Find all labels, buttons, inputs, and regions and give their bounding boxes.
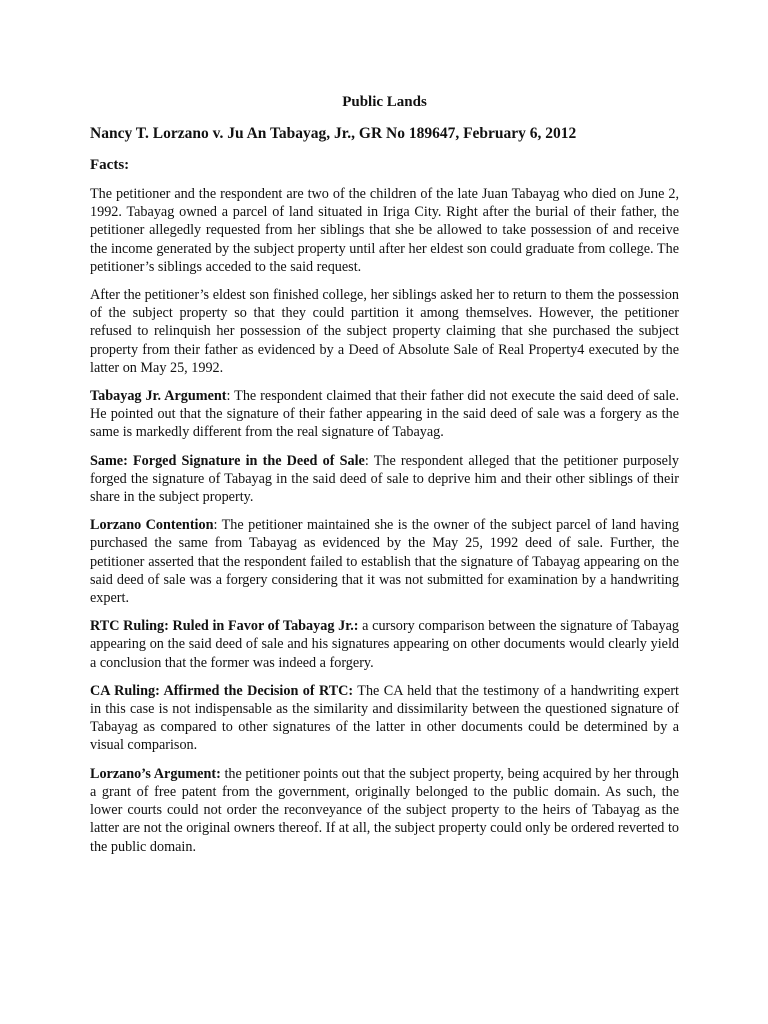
paragraph-lead: Same: Forged Signature in the Deed of Sale (90, 452, 365, 469)
paragraph-text: : The petitioner maintained she is the owner of the subject parcel of land having purchased the same from Tabayag as evidenced by the May 25, 1992 deed of sale. Further, the petitioner asserted that the respondent failed to establish that the signature of Tabayag appearing on the said deed of sale was a forgery considering that it was not submitted for examination by a handwriting expert. (90, 517, 679, 607)
tabayag-argument-paragraph (90, 387, 679, 442)
paragraph-lead: RTC Ruling: Ruled in Favor of Tabayag Jr.: (90, 618, 359, 635)
facts-paragraph-2 (90, 286, 679, 377)
paragraph-text: the petitioner points out that the subject property, being acquired by her through a grant of free patent from the government, originally belonged to the public domain. As such, the lower courts could not order the reconveyance of the subject property to the heirs of Tabayag as the latter are not the original owners thereof. If at all, the subject property could only be ordered reverted to the public domain. (90, 765, 679, 855)
paragraph-text: After the petitioner’s eldest son finished college, her siblings asked her to return to them the possession of the subject property so that they could partition it among themselves. However, the petitioner refused to relinquish her possession of the subject property claiming that she purchased the subject property from their father as evidenced by a Deed of Absolute Sale of Real Property4 executed by the latter on May 25, 1992. (90, 287, 679, 376)
paragraph-lead: CA Ruling: Affirmed the Decision of RTC: (90, 682, 354, 699)
lorzano-contention-paragraph (90, 516, 679, 607)
paragraph-lead: Lorzano’s Argument: (90, 765, 221, 782)
facts-heading: Facts: (90, 157, 130, 173)
paragraph-lead: Tabayag Jr. Argument (90, 388, 227, 405)
ca-ruling-paragraph (90, 682, 679, 755)
facts-paragraph-1 (90, 185, 679, 276)
forged-signature-paragraph (90, 452, 679, 507)
document-page (90, 92, 679, 866)
paragraph-text: : The respondent alleged that the petitioner purposely forged the signature of Tabayag in the said deed of sale to deprive him and their other siblings of their share in the subject property. (90, 452, 679, 506)
paragraph-lead: Lorzano Contention (90, 517, 214, 534)
rtc-ruling-paragraph (90, 617, 679, 672)
paragraph-text: The CA held that the testimony of a handwriting expert in this case is not indispensable as the similarity and dissimilarity between the questioned signature of Tabayag as compared to other signatures of the latter in other documents could be determined by a visual comparison. (90, 682, 679, 754)
paragraph-text: : The respondent claimed that their father did not execute the said deed of sale. He pointed out that the signature of their father appearing in the said deed of sale was a forgery as the same is markedly different from the real signature of Tabayag. (90, 388, 679, 441)
paragraph-text: The petitioner and the respondent are two of the children of the late Juan Tabayag who died on June 2, 1992. Tabayag owned a parcel of land situated in Iriga City. Right after the burial of their father, the petitioner allegedly requested from her siblings that she be allowed to take possession of and receive the income generated by the subject property until after her eldest son could graduate from college. The petitioner’s siblings acceded to the said request. (90, 186, 679, 275)
paragraph-text: a cursory comparison between the signature of Tabayag appearing on the said deed of sale and his signatures appearing on other documents would clearly yield a conclusion that the former was indeed a forgery. (90, 618, 679, 671)
lorzano-argument-paragraph (90, 765, 679, 856)
document-title: Public Lands (342, 94, 427, 110)
case-title: Nancy T. Lorzano v. Ju An Tabayag, Jr., GR No 189647, February 6, 2012 (90, 125, 577, 142)
